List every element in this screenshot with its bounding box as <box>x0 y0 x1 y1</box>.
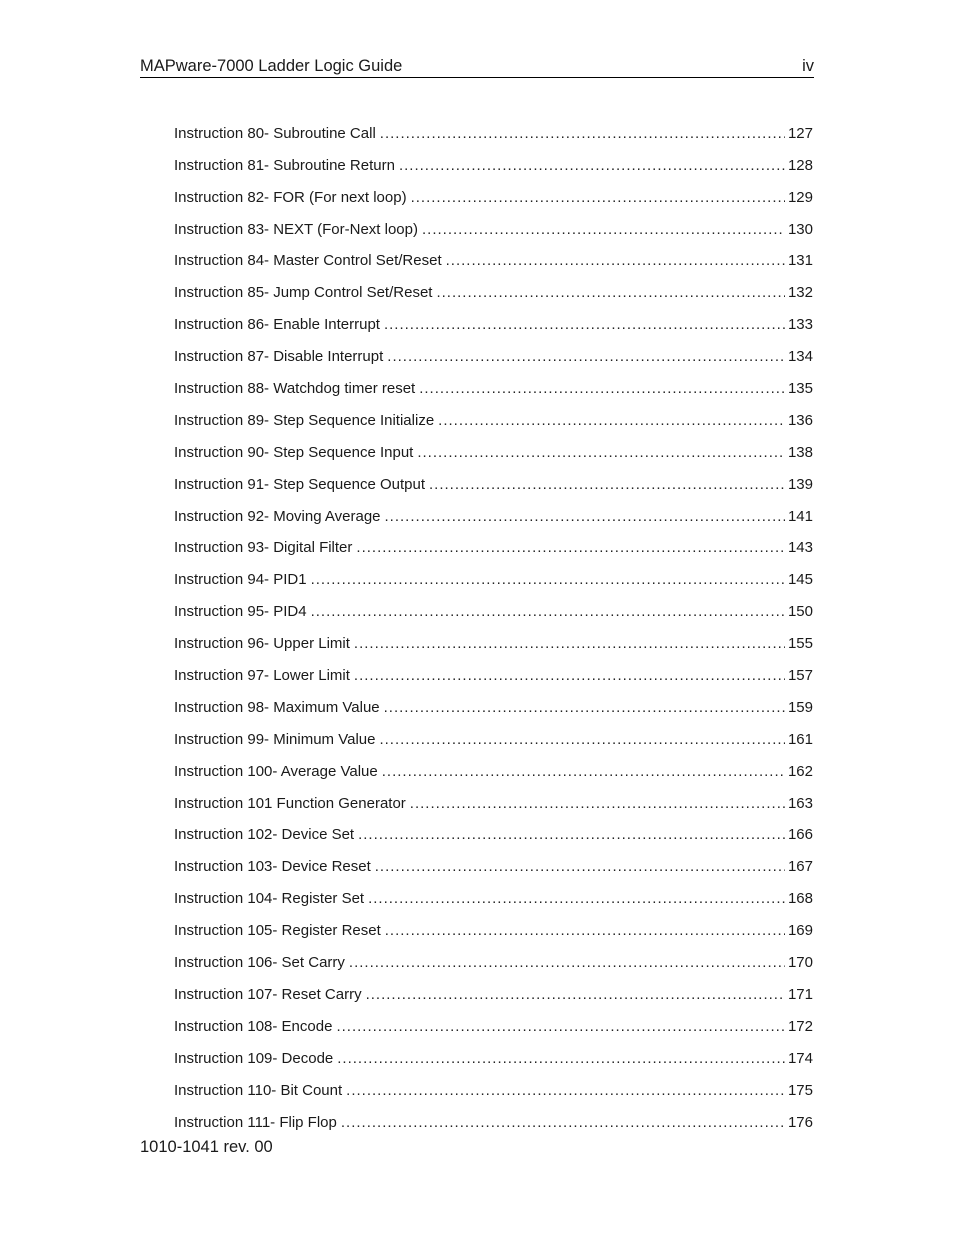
toc-entry-page: 134 <box>787 348 813 366</box>
toc-entry-1[interactable] <box>174 112 813 144</box>
toc-entry-21[interactable] <box>174 750 813 782</box>
toc-entry-page: 169 <box>787 922 813 940</box>
toc-entry-26[interactable] <box>174 909 813 941</box>
toc-entry-page: 174 <box>787 1049 813 1067</box>
toc-entry-page: 163 <box>787 794 813 812</box>
toc-entry-page: 128 <box>787 156 813 174</box>
toc-entry-title: Instruction 87- Disable Interrupt <box>174 348 384 366</box>
toc-entry-10[interactable] <box>174 399 813 431</box>
toc-entry-title: Instruction 84- Master Control Set/Reset <box>174 252 442 270</box>
toc-entry-31[interactable] <box>174 1069 813 1101</box>
toc-entry-title: Instruction 100- Average Value <box>174 762 378 780</box>
toc-entry-page: 138 <box>787 443 813 461</box>
toc-entry-title: Instruction 94- PID1 <box>174 571 307 589</box>
toc-dot-leader <box>384 698 785 718</box>
toc-entry-title: Instruction 97- Lower Limit <box>174 667 350 685</box>
toc-entry-23[interactable] <box>174 814 813 846</box>
toc-entry-27[interactable] <box>174 941 813 973</box>
toc-entry-page: 168 <box>787 890 813 908</box>
toc-entry-page: 155 <box>787 635 813 653</box>
toc-entry-title: Instruction 81- Subroutine Return <box>174 156 395 174</box>
toc-entry-8[interactable] <box>174 335 813 367</box>
toc-dot-leader <box>385 507 785 527</box>
toc-dot-leader <box>379 730 785 750</box>
toc-entry-page: 131 <box>787 252 813 270</box>
toc-entry-page: 172 <box>787 1017 813 1035</box>
toc-entry-title: Instruction 86- Enable Interrupt <box>174 316 380 334</box>
toc-dot-leader <box>438 411 785 431</box>
toc-entry-page: 166 <box>787 826 813 844</box>
toc-entry-page: 129 <box>787 188 813 206</box>
toc-dot-leader <box>356 538 785 558</box>
toc-dot-leader <box>419 379 785 399</box>
toc-entry-title: Instruction 106- Set Carry <box>174 954 345 972</box>
toc-entry-page: 176 <box>787 1113 813 1131</box>
toc-entry-11[interactable] <box>174 431 813 463</box>
toc-dot-leader <box>366 985 785 1005</box>
toc-entry-title: Instruction 89- Step Sequence Initialize <box>174 411 435 429</box>
toc-entry-title: Instruction 93- Digital Filter <box>174 539 353 557</box>
toc-entry-16[interactable] <box>174 590 813 622</box>
toc-entry-30[interactable] <box>174 1037 813 1069</box>
toc-entry-15[interactable] <box>174 558 813 590</box>
toc-dot-leader <box>341 1113 785 1133</box>
toc-entry-page: 162 <box>787 762 813 780</box>
toc-entry-20[interactable] <box>174 718 813 750</box>
toc-entry-22[interactable] <box>174 782 813 814</box>
toc-entry-page: 132 <box>787 284 813 302</box>
toc-dot-leader <box>368 889 785 909</box>
toc-entry-title: Instruction 105- Register Reset <box>174 922 381 940</box>
toc-entry-17[interactable] <box>174 622 813 654</box>
toc-entry-29[interactable] <box>174 1005 813 1037</box>
table-of-contents <box>174 112 813 1133</box>
page-header <box>140 56 814 78</box>
toc-entry-6[interactable] <box>174 271 813 303</box>
toc-entry-page: 130 <box>787 220 813 238</box>
toc-entry-25[interactable] <box>174 877 813 909</box>
toc-entry-18[interactable] <box>174 654 813 686</box>
toc-entry-page: 135 <box>787 380 813 398</box>
toc-entry-title: Instruction 91- Step Sequence Output <box>174 475 425 493</box>
toc-entry-page: 150 <box>787 603 813 621</box>
toc-entry-3[interactable] <box>174 176 813 208</box>
toc-entry-title: Instruction 98- Maximum Value <box>174 698 380 716</box>
toc-dot-leader <box>346 1081 785 1101</box>
toc-entry-19[interactable] <box>174 686 813 718</box>
toc-entry-page: 167 <box>787 858 813 876</box>
toc-entry-5[interactable] <box>174 240 813 272</box>
toc-entry-title: Instruction 109- Decode <box>174 1049 334 1067</box>
toc-entry-title: Instruction 101 Function Generator <box>174 794 406 812</box>
toc-entry-page: 143 <box>787 539 813 557</box>
toc-entry-page: 171 <box>787 985 813 1003</box>
toc-entry-page: 141 <box>787 507 813 525</box>
toc-entry-title: Instruction 99- Minimum Value <box>174 730 376 748</box>
toc-entry-page: 145 <box>787 571 813 589</box>
toc-dot-leader <box>385 921 785 941</box>
toc-dot-leader <box>354 634 785 654</box>
toc-entry-9[interactable] <box>174 367 813 399</box>
toc-entry-14[interactable] <box>174 527 813 559</box>
document-revision: 1010-1041 rev. 00 <box>140 1138 273 1156</box>
toc-entry-title: Instruction 110- Bit Count <box>174 1081 343 1099</box>
toc-entry-page: 170 <box>787 954 813 972</box>
toc-dot-leader <box>349 953 785 973</box>
toc-dot-leader <box>399 156 785 176</box>
toc-entry-title: Instruction 90- Step Sequence Input <box>174 443 414 461</box>
toc-entry-title: Instruction 80- Subroutine Call <box>174 124 376 142</box>
page-number: iv <box>802 57 814 75</box>
toc-entry-7[interactable] <box>174 303 813 335</box>
toc-dot-leader <box>311 602 785 622</box>
toc-entry-2[interactable] <box>174 144 813 176</box>
toc-entry-32[interactable] <box>174 1101 813 1133</box>
toc-entry-title: Instruction 92- Moving Average <box>174 507 381 525</box>
toc-entry-28[interactable] <box>174 973 813 1005</box>
toc-entry-title: Instruction 83- NEXT (For-Next loop) <box>174 220 418 238</box>
toc-entry-title: Instruction 108- Encode <box>174 1017 333 1035</box>
toc-entry-title: Instruction 82- FOR (For next loop) <box>174 188 407 206</box>
toc-dot-leader <box>411 188 785 208</box>
toc-dot-leader <box>422 220 785 240</box>
toc-dot-leader <box>436 283 785 303</box>
toc-dot-leader <box>336 1017 785 1037</box>
toc-entry-page: 161 <box>787 730 813 748</box>
toc-entry-title: Instruction 103- Device Reset <box>174 858 371 876</box>
toc-dot-leader <box>384 315 785 335</box>
toc-entry-13[interactable] <box>174 495 813 527</box>
toc-entry-24[interactable] <box>174 845 813 877</box>
toc-entry-page: 136 <box>787 411 813 429</box>
toc-entry-12[interactable] <box>174 463 813 495</box>
toc-entry-page: 175 <box>787 1081 813 1099</box>
document-title: MAPware-7000 Ladder Logic Guide <box>140 57 403 75</box>
toc-entry-page: 127 <box>787 124 813 142</box>
toc-dot-leader <box>358 825 785 845</box>
toc-dot-leader <box>429 475 785 495</box>
toc-entry-4[interactable] <box>174 208 813 240</box>
toc-dot-leader <box>380 124 785 144</box>
toc-dot-leader <box>387 347 785 367</box>
toc-dot-leader <box>410 794 785 814</box>
toc-entry-title: Instruction 111- Flip Flop <box>174 1113 337 1131</box>
toc-entry-title: Instruction 88- Watchdog timer reset <box>174 380 416 398</box>
toc-dot-leader <box>354 666 785 686</box>
toc-entry-title: Instruction 107- Reset Carry <box>174 985 362 1003</box>
page-footer <box>140 1137 273 1158</box>
toc-entry-page: 159 <box>787 698 813 716</box>
toc-dot-leader <box>417 443 785 463</box>
toc-entry-title: Instruction 96- Upper Limit <box>174 635 350 653</box>
toc-dot-leader <box>375 857 785 877</box>
toc-entry-page: 139 <box>787 475 813 493</box>
toc-entry-title: Instruction 102- Device Set <box>174 826 355 844</box>
toc-dot-leader <box>311 570 785 590</box>
toc-dot-leader <box>382 762 785 782</box>
toc-entry-page: 157 <box>787 667 813 685</box>
toc-entry-title: Instruction 85- Jump Control Set/Reset <box>174 284 433 302</box>
toc-entry-page: 133 <box>787 316 813 334</box>
toc-entry-title: Instruction 104- Register Set <box>174 890 365 908</box>
toc-entry-title: Instruction 95- PID4 <box>174 603 307 621</box>
toc-dot-leader <box>446 251 785 271</box>
toc-dot-leader <box>337 1049 785 1069</box>
